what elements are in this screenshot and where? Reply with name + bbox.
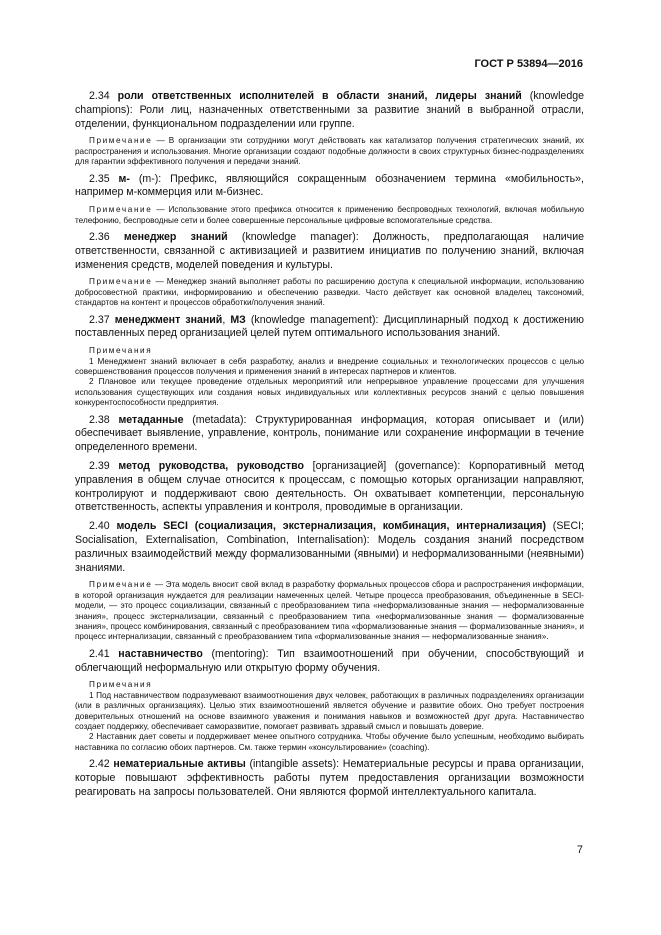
notes-2-41: [75, 680, 584, 753]
term-name: модель SECI (социализация, экстернализация, комбинация, интернализация): [116, 520, 546, 533]
document-header: ГОСТ Р 53894—2016: [474, 58, 583, 70]
term-entry-2-36: 2.36 менеджер знаний (knowledge manager): Должность, предполагающая наличие ответственности, связанной с активизацией и развитием инициатив по получению знаний, включая изменения средств, моделей поведения и культуры.: [75, 231, 585, 271]
term-entry-2-39: 2.39 метод руководства, руководство [организацией] (governance): Корпоративный метод управления в общем случае относится к процессам, с помощью которых организации направляют, контролируют и поддерживают свою деятельность. Он охватывает компетенции, персональную ответственность, аспекты управления и контроля, проводимые в организации.: [75, 460, 584, 514]
term-entry-2-37: 2.37 менеджмент знаний, МЗ (knowledge management): Дисциплинарный подход к достижению поставленных перед организацией целей путем оптимального использования знаний.: [75, 313, 584, 340]
term-entry-2-38: 2.38 метаданные (metadata): Структурированная информация, которая описывает и (или) обеспечивает выявление, управление, контроль, понимание или сохранение информации в течение определенного времени.: [75, 413, 584, 454]
term-name: менеджер знаний: [123, 231, 228, 244]
term-entry-2-40: 2.40 модель SECI (социализация, экстернализация, комбинация, интернализация) (SECI; Socialisation, Externalisation, Combination, Internalisation): Модель создания знаний посредством различных взаимодействий между формализованными (явными) и неформализованными (неявными) знаниями.: [75, 520, 585, 574]
term-name: менеджмент знаний: [114, 313, 223, 326]
notes-title: Примечания: [89, 680, 153, 690]
note-item: 2 Плановое или текущее проведение отдельных мероприятий или непрерывное управление процессами для улучшения использования существующих или создания новых индивидуальных или коллективных ресурсов знаний с целью повышения конкурентоспособности предприятия.: [75, 377, 584, 408]
term-entry-2-42: 2.42 нематериальные активы (intangible assets): Нематериальные ресурсы и права организации, которые повышают эффективность работы путем предоставления организации возможности реагировать на запросы пользователей. Они являются формой интеллектуального капитала.: [75, 758, 584, 798]
note-2-34: Примечание — В организации эти сотрудники могут действовать как катализатор получения стратегических знаний, их распространения и использования. Многие организации создают подобные должности в своих структурных бизнес-подразделениях для гарантии эффективного получения и передачи знаний.: [75, 136, 584, 167]
note-2-36: Примечание — Менеджер знаний выполняет работы по расширению доступа к специальной информации, использованию добросовестной практики, информированию и обеспечению разведки. Часто действует как основной владелец таксономий, стандартов на контент и процессов обработки/получения знаний.: [75, 277, 584, 308]
document-body: [75, 90, 584, 805]
term-name: метаданные: [118, 413, 184, 426]
term-abbrev: МЗ: [230, 313, 246, 326]
term-entry-2-41: 2.41 наставничество (mentoring): Тип взаимоотношений при обучении, способствующий и облегчающий неформальную или открытую форму обучения.: [75, 647, 584, 674]
note-2-40: Примечание — Эта модель вносит свой вклад в разработку формальных процессов сбора и распространения информации, в которой организация нуждается для реализации намеченных целей. Четыре процесса преобразования, объединенные в SECI-модели, — это процесс социализации, связанный с преобразованием типа «неформализованные знания — неформализованные знания», процесс экстернализации, связанный с преобразованием типа «неформализованные знания — формализованные знания», процесс комбинирования, связанный с преобразованием типа «формализованные знания — формализованные знания», и процесс интернализации, связанный с преобразованием типа «формализованные знания — неформализованные знания».: [75, 580, 584, 642]
term-name: наставничество: [118, 647, 203, 660]
term-name: роли ответственных исполнителей в области знаний, лидеры знаний: [117, 90, 522, 102]
note-item: 1 Менеджмент знаний включает в себя разработку, анализ и внедрение социальных и технологических процессов с целью совершенствования процессов получения и применения знаний в интересах партнеров и клиентов.: [75, 356, 584, 377]
note-item: 1 Под наставничеством подразумевают взаимоотношения двух человек, работающих в различных подразделениях организации (или в различных организациях). Целью этих взаимоотношений является обучение и развитие обоих. Оно требует построения доверительных отношений на основе взаимного уважения и понимания навыков и возможностей друг друга. Наставничество создает поддержку, обеспечивает саморазвитие, помогает развивать здравый смысл и повышать доверие.: [75, 690, 584, 732]
term-entry-2-35: 2.35 м- (m-): Префикс, являющийся сокращенным обозначением термина «мобильность», например м-коммерция или м-бизнес.: [75, 172, 584, 199]
term-entry-2-34: 2.34 роли ответственных исполнителей в области знаний, лидеры знаний (knowledge champions): Роли лиц, назначенных ответственными за развитие знаний в выбранной отрасли, отделении, функциональном подразделении или группе.: [75, 90, 584, 130]
page-number: 7: [576, 844, 583, 856]
note-item: 2 Наставник дает советы и поддерживает менее опытного сотрудника. Чтобы обучение было успешным, необходимо выбирать наставника по согласию обоих партнеров. См. также термин «консультирование» (coaching).: [75, 732, 584, 752]
note-2-35: Примечание — Использование этого префикса относится к применению беспроводных технологий, включая мобильную телефонию, беспроводные сети и более совершенные персональные цифровые вспомогательные средства.: [75, 205, 584, 225]
notes-2-37: [75, 346, 584, 408]
term-name: м-: [118, 172, 130, 185]
term-name: нематериальные активы: [113, 758, 246, 771]
notes-title: Примечания: [89, 346, 153, 356]
term-name: метод руководства, руководство: [118, 460, 304, 473]
